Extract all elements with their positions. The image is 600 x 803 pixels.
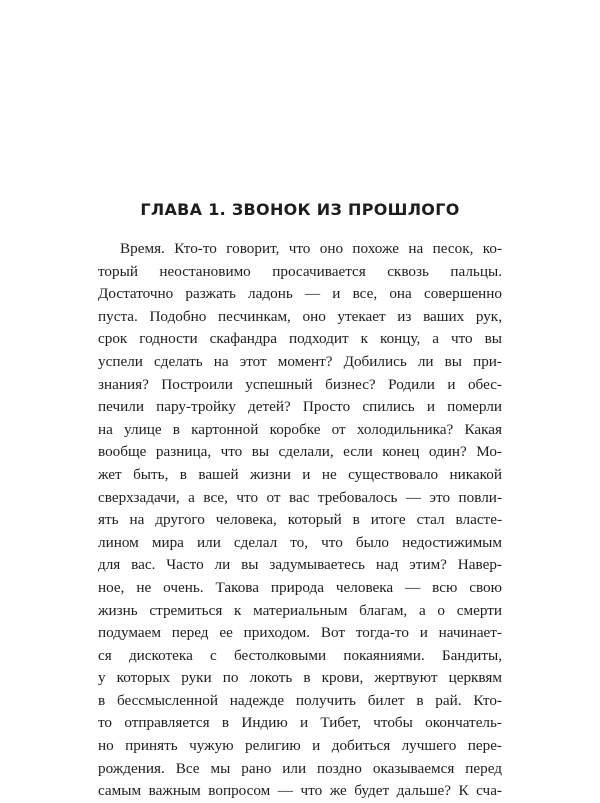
text-line: успели сделать на этот момент? Добились ли вы при- (98, 352, 502, 370)
text-line: но принять чужую религию и добиться лучшего пере- (98, 737, 502, 755)
text-line: для вас. Часто ли вы задумываетесь над этим? Навер- (98, 556, 502, 574)
text-line: ять на другого человека, который в итоге стал власте- (98, 511, 502, 529)
text-line: рождения. Все мы рано или поздно оказываемся перед (98, 759, 502, 777)
text-line: ся дискотека с бестолковыми покаяниями. Бандиты, (98, 646, 502, 664)
text-line: Время. Кто-то говорит, что оно похоже на песок, ко- (120, 240, 502, 257)
text-line: срок годности скафандра подходит к концу, а что вы (98, 330, 502, 348)
text-line: знания? Построили успешный бизнес? Родили и обес- (98, 375, 502, 393)
text-line: жет быть, в вашей жизни и не существовало никакой (98, 465, 502, 483)
text-line: пуста. Подобно песчинкам, оно утекает из ваших рук, (98, 307, 502, 325)
text-line: у которых руки по локоть в крови, жертвуют церквям (98, 669, 502, 687)
text-line: Достаточно разжать ладонь — и все, она совершенно (98, 285, 502, 303)
text-line: то отправляется в Индию и Тибет, чтобы окончатель- (98, 714, 502, 732)
text-line: ное, не очень. Такова природа человека — всю свою (98, 578, 502, 596)
text-line: подумаем перед ее приходом. Вот тогда-то и начинает- (98, 624, 502, 642)
text-line: жизнь стремиться к материальным благам, а о смерти (98, 601, 502, 619)
text-line: сверхзадачи, а все, что от вас требовалось — это повли- (98, 488, 502, 506)
text-line: печили пару-тройку детей? Просто спились и померли (98, 398, 502, 416)
text-line: на улице в картонной коробке от холодильника? Какая (98, 420, 502, 438)
text-line: лином мира или сделал то, что было недостижимым (98, 533, 502, 551)
text-line: самым важным вопросом — что же будет дальше? К сча- (98, 782, 502, 800)
body-text (98, 238, 502, 803)
text-line: торый неостановимо просачивается сквозь пальцы. (98, 262, 502, 280)
text-line: вообще разница, что вы сделали, если конец один? Мо- (98, 443, 502, 461)
chapter-title: ГЛАВА 1. ЗВОНОК ИЗ ПРОШЛОГО (140, 200, 460, 219)
text-line: в бессмысленной надежде получить билет в рай. Кто- (98, 691, 502, 709)
